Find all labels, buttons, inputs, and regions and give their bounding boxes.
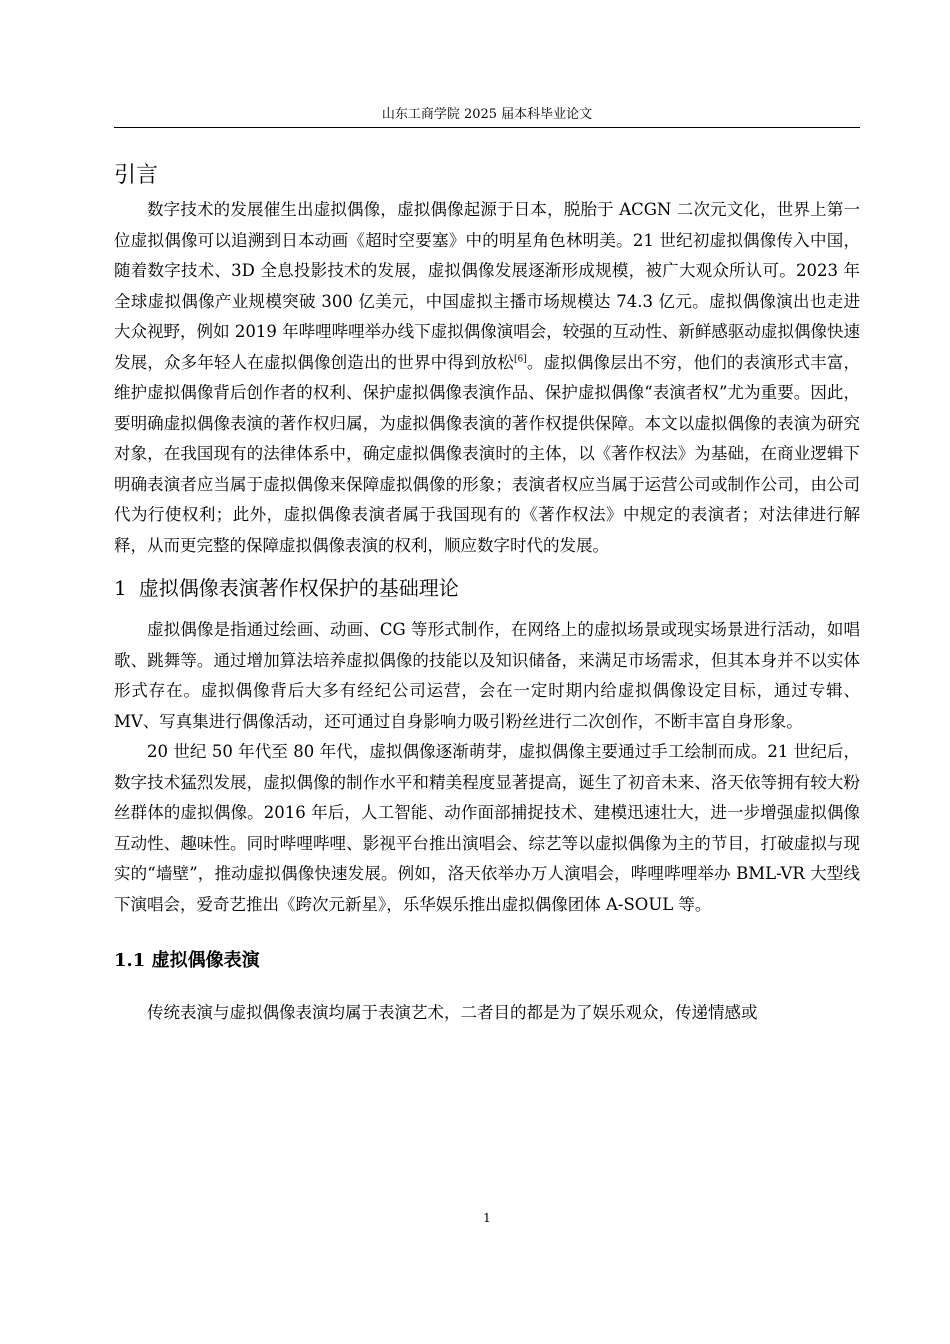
- section-1-title: 虚拟偶像表演著作权保护的基础理论: [138, 576, 459, 600]
- section-1-number: 1: [114, 576, 127, 600]
- page-number: 1: [483, 1211, 491, 1225]
- running-header: 山东工商学院 2025 届本科毕业论文: [381, 107, 593, 122]
- document-page: [114, 0, 860, 1344]
- citation-ref[interactable]: [6]: [513, 354, 527, 364]
- header-rule: [114, 127, 860, 128]
- intro-paragraph: [114, 195, 860, 561]
- intro-text-part-2: 。虚拟偶像层出不穷，他们的表演形式丰富，维护虚拟偶像背后创作者的权利、保护虚拟偶像表演作品、保护虚拟偶像“表演者权”尤为重要。因此，要明确虚拟偶像表演的著作权归属，为虚拟偶像表演的著作权提供保障。本文以虚拟偶像的表演为研究对象，在我国现有的法律体系中，确定虚拟偶像表演时的主体，以《著作权法》为基础，在商业逻辑下明确表演者应当属于虚拟偶像来保障虚拟偶像的形象；表演者权应当属于运营公司或制作公司，由公司代为行使权利；此外，虚拟偶像表演者属于我国现有的《著作权法》中规定的表演者；对法律进行解释，从而更完整的保障虚拟偶像表演的权利，顺应数字时代的发展。: [114, 352, 861, 555]
- section-1-paragraph-1: 虚拟偶像是指通过绘画、动画、CG 等形式制作，在网络上的虚拟场景或现实场景进行活动，如唱歌、跳舞等。通过增加算法培养虚拟偶像的技能以及知识储备，来满足市场需求，但其本身并不以实体形式存在。虚拟偶像背后大多有经纪公司运营，会在一定时期内给虚拟偶像设定目标，通过专辑、MV、写真集进行偶像活动，还可通过自身影响力吸引粉丝进行二次创作，不断丰富自身形象。: [114, 620, 860, 731]
- intro-text-part-1: 数字技术的发展催生出虚拟偶像，虚拟偶像起源于日本，脱胎于 ACGN 二次元文化，世界上第一位虚拟偶像可以追溯到日本动画《超时空要塞》中的明星角色林明美。21 世纪初虚拟偶像传入中国，随着数字技术、3D 全息投影技术的发展，虚拟偶像发展逐渐形成规模，被广大观众所认可。2023 年全球虚拟偶像产业规模突破 300 亿美元，中国虚拟主播市场规模达 74.3 亿元。虚拟偶像演出也走进大众视野，例如 2019 年哔哩哔哩举办线下虚拟偶像演唱会，较强的互动性、新鲜感驱动虚拟偶像快速发展，众多年轻人在虚拟偶像创造出的世界中得到放松: [114, 200, 860, 372]
- section-1-1-heading: 1.1 虚拟偶像表演: [114, 950, 260, 971]
- section-1-1-paragraph: 传统表演与虚拟偶像表演均属于表演艺术，二者目的都是为了娱乐观众，传递情感或: [147, 1003, 758, 1022]
- section-1-paragraph-2: 20 世纪 50 年代至 80 年代，虚拟偶像逐渐萌芽，虚拟偶像主要通过手工绘制而成。21 世纪后，数字技术猛烈发展，虚拟偶像的制作水平和精美程度显著提高，诞生了初音未来、洛天依等拥有较大粉丝群体的虚拟偶像。2016 年后，人工智能、动作面部捕捉技术、建模迅速壮大，进一步增强虚拟偶像互动性、趣味性。同时哔哩哔哩、影视平台推出演唱会、综艺等以虚拟偶像为主的节目，打破虚拟与现实的“墙壁”，推动虚拟偶像快速发展。例如，洛天依举办万人演唱会，哔哩哔哩举办 BML-VR 大型线下演唱会，爱奇艺推出《跨次元新星》，乐华娱乐推出虚拟偶像团体 A-SOUL 等。: [114, 742, 860, 914]
- section-1-heading: [114, 561, 860, 615]
- intro-heading: 引言: [114, 163, 159, 188]
- page-content: [114, 157, 860, 1029]
